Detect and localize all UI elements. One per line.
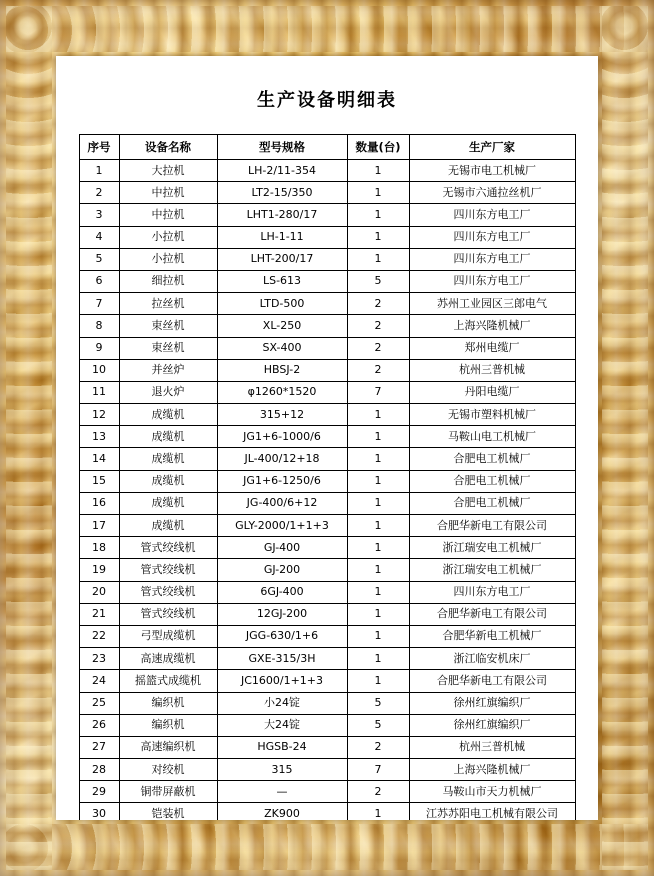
cell-model: 12GJ-200 (217, 603, 347, 625)
cell-maker: 郑州电缆厂 (409, 337, 575, 359)
column-header-maker: 生产厂家 (409, 135, 575, 160)
column-header-model: 型号规格 (217, 135, 347, 160)
cell-maker: 四川东方电工厂 (409, 226, 575, 248)
cell-seq: 24 (79, 670, 119, 692)
cell-qty: 2 (347, 337, 409, 359)
frame-ornament-left (6, 6, 52, 870)
cell-qty: 1 (347, 515, 409, 537)
cell-model: 315 (217, 759, 347, 781)
table-row (79, 515, 575, 537)
cell-maker: 上海兴隆机械厂 (409, 759, 575, 781)
table-row (79, 448, 575, 470)
cell-model: GJ-200 (217, 559, 347, 581)
table-row (79, 404, 575, 426)
cell-seq: 25 (79, 692, 119, 714)
cell-qty: 1 (347, 581, 409, 603)
cell-name: 退火炉 (119, 381, 217, 403)
cell-seq: 19 (79, 559, 119, 581)
cell-seq: 30 (79, 803, 119, 820)
cell-seq: 8 (79, 315, 119, 337)
cell-name: 小拉机 (119, 248, 217, 270)
frame-ornament-bottom (6, 824, 648, 870)
cell-maker: 浙江瑞安电工机械厂 (409, 537, 575, 559)
cell-maker: 上海兴隆机械厂 (409, 315, 575, 337)
cell-model: SX-400 (217, 337, 347, 359)
cell-seq: 3 (79, 204, 119, 226)
cell-model: HGSB-24 (217, 736, 347, 758)
table-row (79, 381, 575, 403)
cell-model: JG1+6-1250/6 (217, 470, 347, 492)
cell-maker: 四川东方电工厂 (409, 204, 575, 226)
cell-maker: 合肥华新电工有限公司 (409, 670, 575, 692)
cell-seq: 9 (79, 337, 119, 359)
table-row (79, 470, 575, 492)
cell-maker: 浙江临安机床厂 (409, 648, 575, 670)
column-header-seq: 序号 (79, 135, 119, 160)
cell-name: 高速成缆机 (119, 648, 217, 670)
cell-seq: 26 (79, 714, 119, 736)
cell-seq: 5 (79, 248, 119, 270)
cell-seq: 21 (79, 603, 119, 625)
cell-name: 小拉机 (119, 226, 217, 248)
cell-qty: 5 (347, 714, 409, 736)
table-row (79, 736, 575, 758)
cell-qty: 7 (347, 381, 409, 403)
cell-model: GXE-315/3H (217, 648, 347, 670)
table-row (79, 559, 575, 581)
cell-seq: 28 (79, 759, 119, 781)
equipment-table (79, 134, 576, 820)
cell-maker: 无锡市六通拉丝机厂 (409, 182, 575, 204)
cell-maker: 杭州三普机械 (409, 736, 575, 758)
cell-qty: 1 (347, 204, 409, 226)
cell-name: 管式绞线机 (119, 559, 217, 581)
table-header-row (79, 135, 575, 160)
cell-name: 并丝炉 (119, 359, 217, 381)
table-row (79, 537, 575, 559)
table-row (79, 315, 575, 337)
cell-seq: 29 (79, 781, 119, 803)
cell-model: JGG-630/1+6 (217, 625, 347, 647)
cell-qty: 1 (347, 648, 409, 670)
cell-qty: 1 (347, 670, 409, 692)
cell-maker: 合肥华新电工有限公司 (409, 515, 575, 537)
cell-name: 摇篮式成缆机 (119, 670, 217, 692)
cell-name: 成缆机 (119, 492, 217, 514)
cell-model: HBSJ-2 (217, 359, 347, 381)
table-row (79, 692, 575, 714)
cell-qty: 1 (347, 492, 409, 514)
table-row (79, 182, 575, 204)
cell-model: LH-2/11-354 (217, 160, 347, 182)
column-header-qty: 数量(台) (347, 135, 409, 160)
cell-name: 铠装机 (119, 803, 217, 820)
cell-qty: 1 (347, 537, 409, 559)
cell-seq: 22 (79, 625, 119, 647)
cell-name: 编织机 (119, 692, 217, 714)
table-row (79, 337, 575, 359)
frame-ornament-right (602, 6, 648, 870)
cell-maker: 合肥电工机械厂 (409, 470, 575, 492)
cell-model: φ1260*1520 (217, 381, 347, 403)
cell-name: 成缆机 (119, 404, 217, 426)
cell-qty: 2 (347, 736, 409, 758)
cell-seq: 4 (79, 226, 119, 248)
cell-qty: 2 (347, 781, 409, 803)
cell-seq: 6 (79, 270, 119, 292)
cell-qty: 2 (347, 359, 409, 381)
cell-name: 管式绞线机 (119, 537, 217, 559)
cell-model: ZK900 (217, 803, 347, 820)
cell-name: 成缆机 (119, 470, 217, 492)
cell-maker: 合肥电工机械厂 (409, 492, 575, 514)
cell-qty: 1 (347, 448, 409, 470)
cell-qty: 1 (347, 426, 409, 448)
cell-seq: 14 (79, 448, 119, 470)
page-title: 生产设备明细表 (257, 90, 397, 111)
cell-seq: 18 (79, 537, 119, 559)
table-row (79, 204, 575, 226)
cell-maker: 四川东方电工厂 (409, 270, 575, 292)
cell-qty: 2 (347, 293, 409, 315)
cell-maker: 合肥华新电工有限公司 (409, 603, 575, 625)
cell-seq: 15 (79, 470, 119, 492)
cell-qty: 1 (347, 470, 409, 492)
cell-model: LHT-200/17 (217, 248, 347, 270)
cell-name: 高速编织机 (119, 736, 217, 758)
cell-qty: 1 (347, 248, 409, 270)
table-row (79, 759, 575, 781)
cell-model: JG-400/6+12 (217, 492, 347, 514)
cell-model: LT2-15/350 (217, 182, 347, 204)
cell-maker: 马鞍山电工机械厂 (409, 426, 575, 448)
cell-name: 束丝机 (119, 337, 217, 359)
column-header-name: 设备名称 (119, 135, 217, 160)
table-row (79, 270, 575, 292)
cell-model: GLY-2000/1+1+3 (217, 515, 347, 537)
table-row (79, 581, 575, 603)
cell-maker: 徐州红旗编织厂 (409, 692, 575, 714)
cell-qty: 2 (347, 315, 409, 337)
table-row (79, 359, 575, 381)
cell-maker: 无锡市电工机械厂 (409, 160, 575, 182)
table-row (79, 648, 575, 670)
cell-model: 315+12 (217, 404, 347, 426)
table-row (79, 248, 575, 270)
cell-name: 中拉机 (119, 204, 217, 226)
cell-model: 小24锭 (217, 692, 347, 714)
table-row (79, 603, 575, 625)
cell-maker: 杭州三普机械 (409, 359, 575, 381)
cell-name: 管式绞线机 (119, 581, 217, 603)
cell-model: JC1600/1+1+3 (217, 670, 347, 692)
table-row (79, 670, 575, 692)
cell-seq: 13 (79, 426, 119, 448)
cell-seq: 1 (79, 160, 119, 182)
cell-model: JG1+6-1000/6 (217, 426, 347, 448)
cell-qty: 1 (347, 625, 409, 647)
cell-maker: 苏州工业园区三郎电气 (409, 293, 575, 315)
cell-name: 编织机 (119, 714, 217, 736)
cell-model: XL-250 (217, 315, 347, 337)
cell-seq: 17 (79, 515, 119, 537)
cell-maker: 江苏苏阳电工机械有限公司 (409, 803, 575, 820)
cell-seq: 12 (79, 404, 119, 426)
frame-ornament-top (6, 6, 648, 52)
cell-maker: 徐州红旗编织厂 (409, 714, 575, 736)
cell-maker: 四川东方电工厂 (409, 581, 575, 603)
table-row (79, 492, 575, 514)
cell-qty: 5 (347, 270, 409, 292)
cell-seq: 27 (79, 736, 119, 758)
cell-model: — (217, 781, 347, 803)
cell-qty: 1 (347, 559, 409, 581)
cell-name: 中拉机 (119, 182, 217, 204)
document-paper (56, 56, 598, 820)
cell-maker: 合肥华新电工机械厂 (409, 625, 575, 647)
cell-name: 成缆机 (119, 448, 217, 470)
table-row (79, 293, 575, 315)
cell-maker: 无锡市塑料机械厂 (409, 404, 575, 426)
cell-name: 对绞机 (119, 759, 217, 781)
table-row (79, 714, 575, 736)
table-row (79, 226, 575, 248)
cell-name: 细拉机 (119, 270, 217, 292)
cell-model: GJ-400 (217, 537, 347, 559)
table-row (79, 625, 575, 647)
table-row (79, 426, 575, 448)
cell-name: 成缆机 (119, 515, 217, 537)
cell-maker: 马鞍山市天力机械厂 (409, 781, 575, 803)
cell-name: 铜带屏蔽机 (119, 781, 217, 803)
cell-maker: 四川东方电工厂 (409, 248, 575, 270)
cell-seq: 11 (79, 381, 119, 403)
cell-name: 管式绞线机 (119, 603, 217, 625)
cell-maker: 浙江瑞安电工机械厂 (409, 559, 575, 581)
table-body (79, 160, 575, 821)
cell-seq: 10 (79, 359, 119, 381)
cell-seq: 23 (79, 648, 119, 670)
table-row (79, 781, 575, 803)
cell-model: LTD-500 (217, 293, 347, 315)
cell-model: 大24锭 (217, 714, 347, 736)
cell-qty: 1 (347, 226, 409, 248)
cell-name: 成缆机 (119, 426, 217, 448)
cell-qty: 1 (347, 603, 409, 625)
cell-qty: 5 (347, 692, 409, 714)
cell-qty: 1 (347, 160, 409, 182)
cell-maker: 合肥电工机械厂 (409, 448, 575, 470)
cell-seq: 2 (79, 182, 119, 204)
cell-name: 弓型成缆机 (119, 625, 217, 647)
cell-name: 拉丝机 (119, 293, 217, 315)
cell-seq: 20 (79, 581, 119, 603)
cell-name: 大拉机 (119, 160, 217, 182)
cell-maker: 丹阳电缆厂 (409, 381, 575, 403)
cell-qty: 1 (347, 404, 409, 426)
cell-seq: 16 (79, 492, 119, 514)
table-row (79, 160, 575, 182)
cell-qty: 7 (347, 759, 409, 781)
cell-model: LS-613 (217, 270, 347, 292)
cell-seq: 7 (79, 293, 119, 315)
cell-qty: 1 (347, 182, 409, 204)
cell-model: 6GJ-400 (217, 581, 347, 603)
cell-name: 束丝机 (119, 315, 217, 337)
cell-model: LHT1-280/17 (217, 204, 347, 226)
cell-model: JL-400/12+18 (217, 448, 347, 470)
cell-model: LH-1-11 (217, 226, 347, 248)
table-row (79, 803, 575, 820)
cell-qty: 1 (347, 803, 409, 820)
